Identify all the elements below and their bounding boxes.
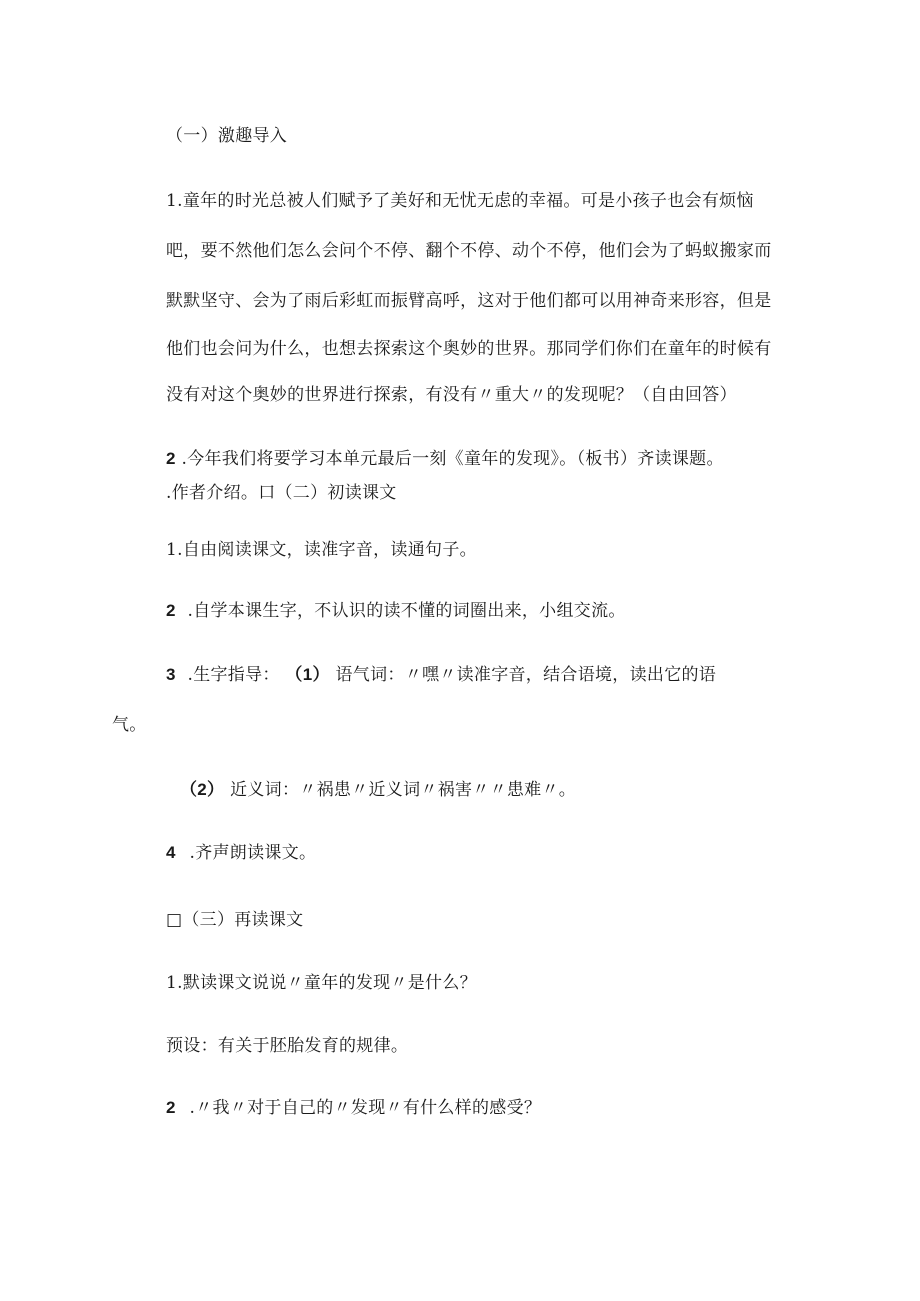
paragraph-1-line-4: 他们也会问为什么，也想去探索这个奥妙的世界。那同学们你们在童年的时候有 bbox=[166, 339, 772, 359]
reread-item-1: 1.默读课文说说〃童年的发现〃是什么？ bbox=[166, 973, 477, 993]
section-heading-3: □（三）再读课文 bbox=[166, 910, 304, 930]
item-text: .〃我〃对于自己的〃发现〃有什么样的感受？ bbox=[189, 1098, 542, 1118]
item-text: .今年我们将要学习本单元最后一刻《童年的发现》。（板书）齐读课题。 bbox=[181, 449, 724, 469]
item-text: .生字指导： bbox=[187, 665, 280, 685]
preset-answer: 预设：有关于胚胎发育的规律。 bbox=[166, 1036, 409, 1056]
item-text: .自学本课生字，不认识的读不懂的词圈出来，小组交流。 bbox=[187, 601, 626, 621]
paragraph-2-line-2: .作者介绍。口（二）初读课文 bbox=[166, 483, 397, 503]
list-item-4 bbox=[166, 842, 316, 864]
item-number: 2 bbox=[166, 601, 176, 620]
reread-item-2 bbox=[166, 1097, 541, 1119]
sub-item-number: （1） bbox=[285, 665, 330, 684]
item-number: 3 bbox=[166, 665, 176, 684]
item-number: 2 bbox=[166, 449, 176, 468]
paragraph-1-line-1: 1.童年的时光总被人们赋予了美好和无忧无虑的幸福。可是小孩子也会有烦恼 bbox=[166, 191, 754, 211]
paragraph-1-line-2: 吧，要不然他们怎么会问个不停、翻个不停、动个不停，他们会为了蚂蚁搬家而 bbox=[166, 241, 772, 261]
sub-item-text: 语气词：〃嘿〃读准字音，结合语境，读出它的语 bbox=[335, 665, 717, 685]
list-item-3-sub-2 bbox=[180, 779, 576, 801]
list-item-1: 1.自由阅读课文，读准字音，读通句子。 bbox=[166, 540, 477, 560]
sub-item-text: 近义词：〃祸患〃近义词〃祸害〃〃患难〃。 bbox=[230, 780, 577, 800]
section-heading-1: （一）激趣导入 bbox=[166, 126, 288, 146]
paragraph-1-line-3: 默默坚守、会为了雨后彩虹而振臂高呼，这对于他们都可以用神奇来形容，但是 bbox=[166, 291, 772, 311]
paragraph-1-line-5: 没有对这个奥妙的世界进行探索，有没有〃重大〃的发现呢？（自由回答） bbox=[166, 385, 737, 405]
item-number: 2 bbox=[166, 1098, 176, 1117]
list-item-2 bbox=[166, 600, 626, 622]
paragraph-2-line-1 bbox=[166, 448, 724, 470]
list-item-3-line-1 bbox=[166, 664, 716, 686]
item-text: .齐声朗读课文。 bbox=[189, 843, 317, 863]
sub-item-number: （2） bbox=[180, 780, 225, 799]
item-number: 4 bbox=[166, 843, 176, 862]
list-item-3-line-2: 气。 bbox=[112, 715, 147, 735]
